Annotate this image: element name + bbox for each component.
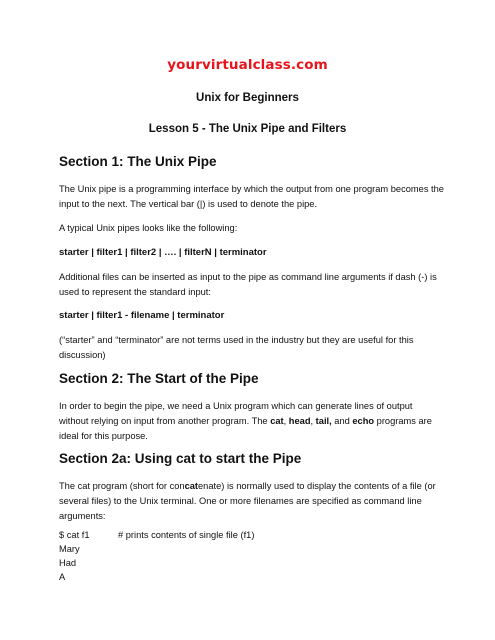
- section-1-paragraph-1: The Unix pipe is a programming interface by which the output from one program becomes the input to the next. The vertical bar (|) is used to denote the pipe.: [59, 184, 444, 209]
- section-2-paragraph-1: [59, 399, 444, 444]
- text-run: enate) is normally used to display the contents of a file (or several files) to the Unix terminal. One or more filenames are specified as command line arguments:: [59, 481, 436, 521]
- text-run: and: [331, 416, 353, 426]
- section-1-paragraph-2: A typical Unix pipes looks like the following:: [59, 223, 238, 233]
- section-2-heading: Section 2: The Start of the Pipe: [59, 371, 259, 386]
- text-run: In order to begin the pipe, we need a Unix program which can generate lines of output without relying on input from another program. The: [59, 401, 413, 426]
- section-1-paragraph-3: Additional files can be inserted as input to the pipe as command line arguments if dash (-) is used to represent the standard input:: [59, 272, 437, 297]
- document-title: Unix for Beginners: [196, 92, 299, 104]
- section-2a-paragraph-1: [59, 479, 444, 524]
- section-2a-heading: Section 2a: Using cat to start the Pipe: [59, 451, 302, 466]
- brand-logo-text: yourvirtualclass.com: [167, 57, 328, 73]
- program-name-head: head: [288, 416, 311, 426]
- text-run: ,: [283, 416, 289, 426]
- code-output-line: Had: [59, 558, 77, 568]
- emphasis-cat: cat: [184, 481, 198, 491]
- section-1-heading: Section 1: The Unix Pipe: [59, 154, 217, 169]
- program-name-tail: tail,: [315, 416, 332, 426]
- section-1-paragraph-4: (“starter” and “terminator” are not terms used in the industry but they are useful for this discussion): [59, 335, 414, 360]
- text-run: ,: [310, 416, 316, 426]
- code-command: $ cat f1: [59, 530, 90, 540]
- text-run: The cat program (short for con: [59, 481, 185, 491]
- lesson-title: Lesson 5 - The Unix Pipe and Filters: [148, 123, 347, 135]
- code-output-line: Mary: [59, 544, 80, 554]
- pipe-with-file-example: starter | filter1 - filename | terminator: [59, 310, 225, 321]
- pipe-syntax-example: starter | filter1 | filter2 | …. | filterN | terminator: [59, 247, 267, 258]
- program-name-echo: echo: [352, 416, 375, 426]
- code-output-line: A: [59, 572, 66, 582]
- text-run: programs are ideal for this purpose.: [59, 416, 432, 441]
- code-comment: # prints contents of single file (f1): [118, 530, 255, 540]
- program-name-cat: cat: [270, 416, 284, 426]
